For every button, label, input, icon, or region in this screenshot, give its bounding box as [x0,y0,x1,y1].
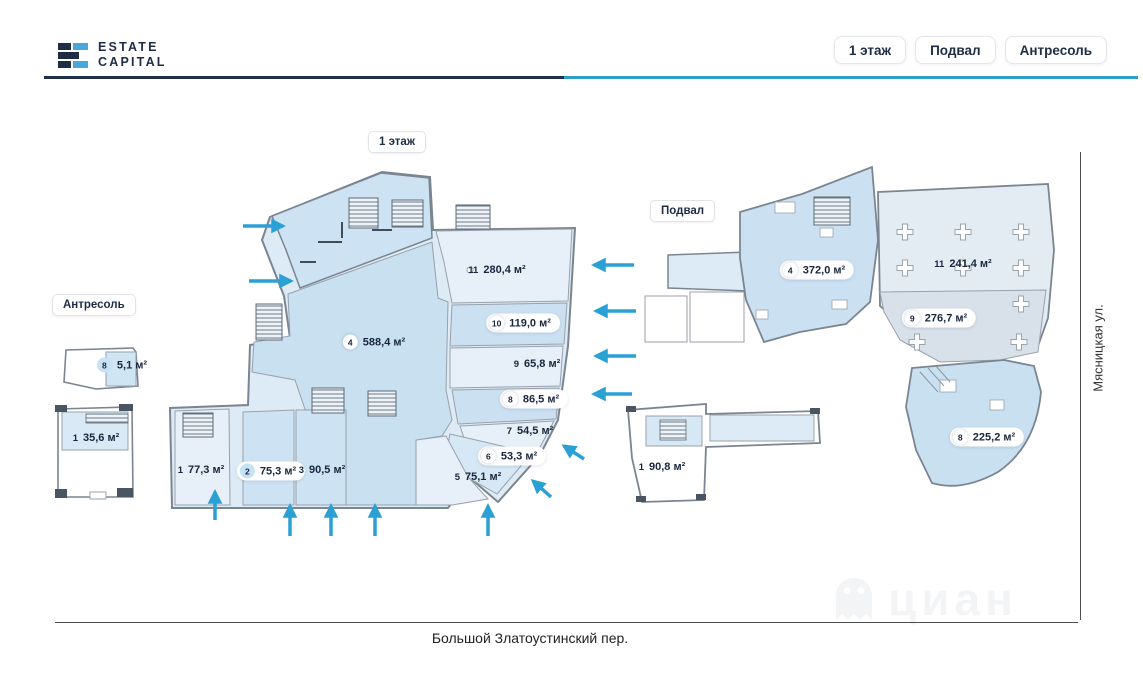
room-label-floor1-11[interactable] [468,264,525,276]
floor-button-1etazh[interactable]: 1 этаж [834,36,906,64]
room-area: 372,0 м² [802,264,846,276]
room-label-floor1-9[interactable] [514,358,561,370]
room-number-badge: 7 [506,425,513,437]
street-line-myasnitskaya [1080,152,1081,620]
room-area: 119,0 м² [509,317,551,329]
room-area: 90,8 м² [649,461,686,473]
room-label-basement-9[interactable] [902,309,976,328]
room-label-floor1-7[interactable] [507,425,554,437]
floor-button-antresol[interactable]: Антресоль [1005,36,1107,64]
room-area: 225,2 м² [972,431,1016,443]
room-label-floor1-6[interactable] [478,447,546,466]
logo-icon [58,43,88,68]
logo-line1: ESTATE [98,40,159,54]
room-number-badge: 10 [489,316,504,331]
floor-switcher [834,36,1107,64]
room-number-badge: 4 [343,335,358,350]
room-number-badge: 5 [454,471,461,483]
divider-dark-segment [44,76,564,79]
room-area: 53,3 м² [500,450,538,462]
room-area: 75,3 м² [259,465,297,477]
street-label-zlatoustinsky: Большой Златоустинский пер. [431,630,629,646]
room-number-badge: 1 [638,461,645,473]
room-area: 35,6 м² [83,432,120,444]
room-label-basement-8[interactable] [950,428,1024,447]
room-label-basement-11[interactable] [934,258,991,270]
room-number-badge: 1 [177,464,184,476]
room-number-badge: 8 [503,392,518,407]
room-area: 75,1 м² [465,471,502,483]
room-label-mezzanine-1[interactable] [73,432,120,444]
room-number-badge: 1 [72,432,79,444]
room-number-badge: 6 [481,449,496,464]
logo-line2: CAPITAL [98,55,167,69]
room-area: 280,4 м² [483,264,526,276]
watermark-text: циан [888,573,1018,625]
room-number-badge: 11 [934,258,945,270]
room-label-basement-4[interactable] [780,261,854,280]
room-number-badge: 8 [953,430,968,445]
room-label-floor1-3[interactable] [299,464,346,476]
street-label-myasnitskaya: Мясницкая ул. [1090,304,1106,392]
plan-chip-mezzanine: Антресоль [52,294,136,316]
room-number-badge: 8 [97,358,112,373]
watermark [832,572,1018,626]
room-number-badge: 9 [905,311,920,326]
header-divider [44,76,1138,79]
room-number-badge: 9 [513,358,520,370]
room-area: 54,5 м² [517,425,554,437]
plan-chip-floor1: 1 этаж [368,131,426,153]
room-label-basement-1[interactable] [639,461,686,473]
room-label-floor1-10[interactable] [486,314,560,333]
room-area: 241,4 м² [949,258,992,270]
room-label-floor1-4[interactable] [343,335,405,350]
room-area: 588,4 м² [362,336,406,348]
room-area: 5,1 м² [116,359,148,371]
plan-chip-basement: Подвал [650,200,715,222]
logo-text [98,40,167,70]
room-area: 276,7 м² [924,312,968,324]
room-number-badge: 11 [468,264,479,276]
room-number-badge: 4 [783,263,798,278]
room-label-floor1-5[interactable] [455,471,502,483]
logo [58,40,167,70]
room-number-badge: 2 [240,464,255,479]
room-label-floor1-1[interactable] [178,464,225,476]
room-number-badge: 3 [298,464,305,476]
room-label-mezzanine-8[interactable] [97,358,147,373]
room-label-floor1-2[interactable] [237,462,305,481]
room-area: 65,8 м² [524,358,561,370]
watermark-ghost-icon [832,576,876,622]
divider-teal-segment [564,76,1138,79]
room-label-floor1-8[interactable] [500,390,568,409]
room-area: 77,3 м² [188,464,225,476]
room-area: 90,5 м² [309,464,346,476]
room-area: 86,5 м² [522,393,560,405]
floor-button-podval[interactable]: Подвал [915,36,996,64]
